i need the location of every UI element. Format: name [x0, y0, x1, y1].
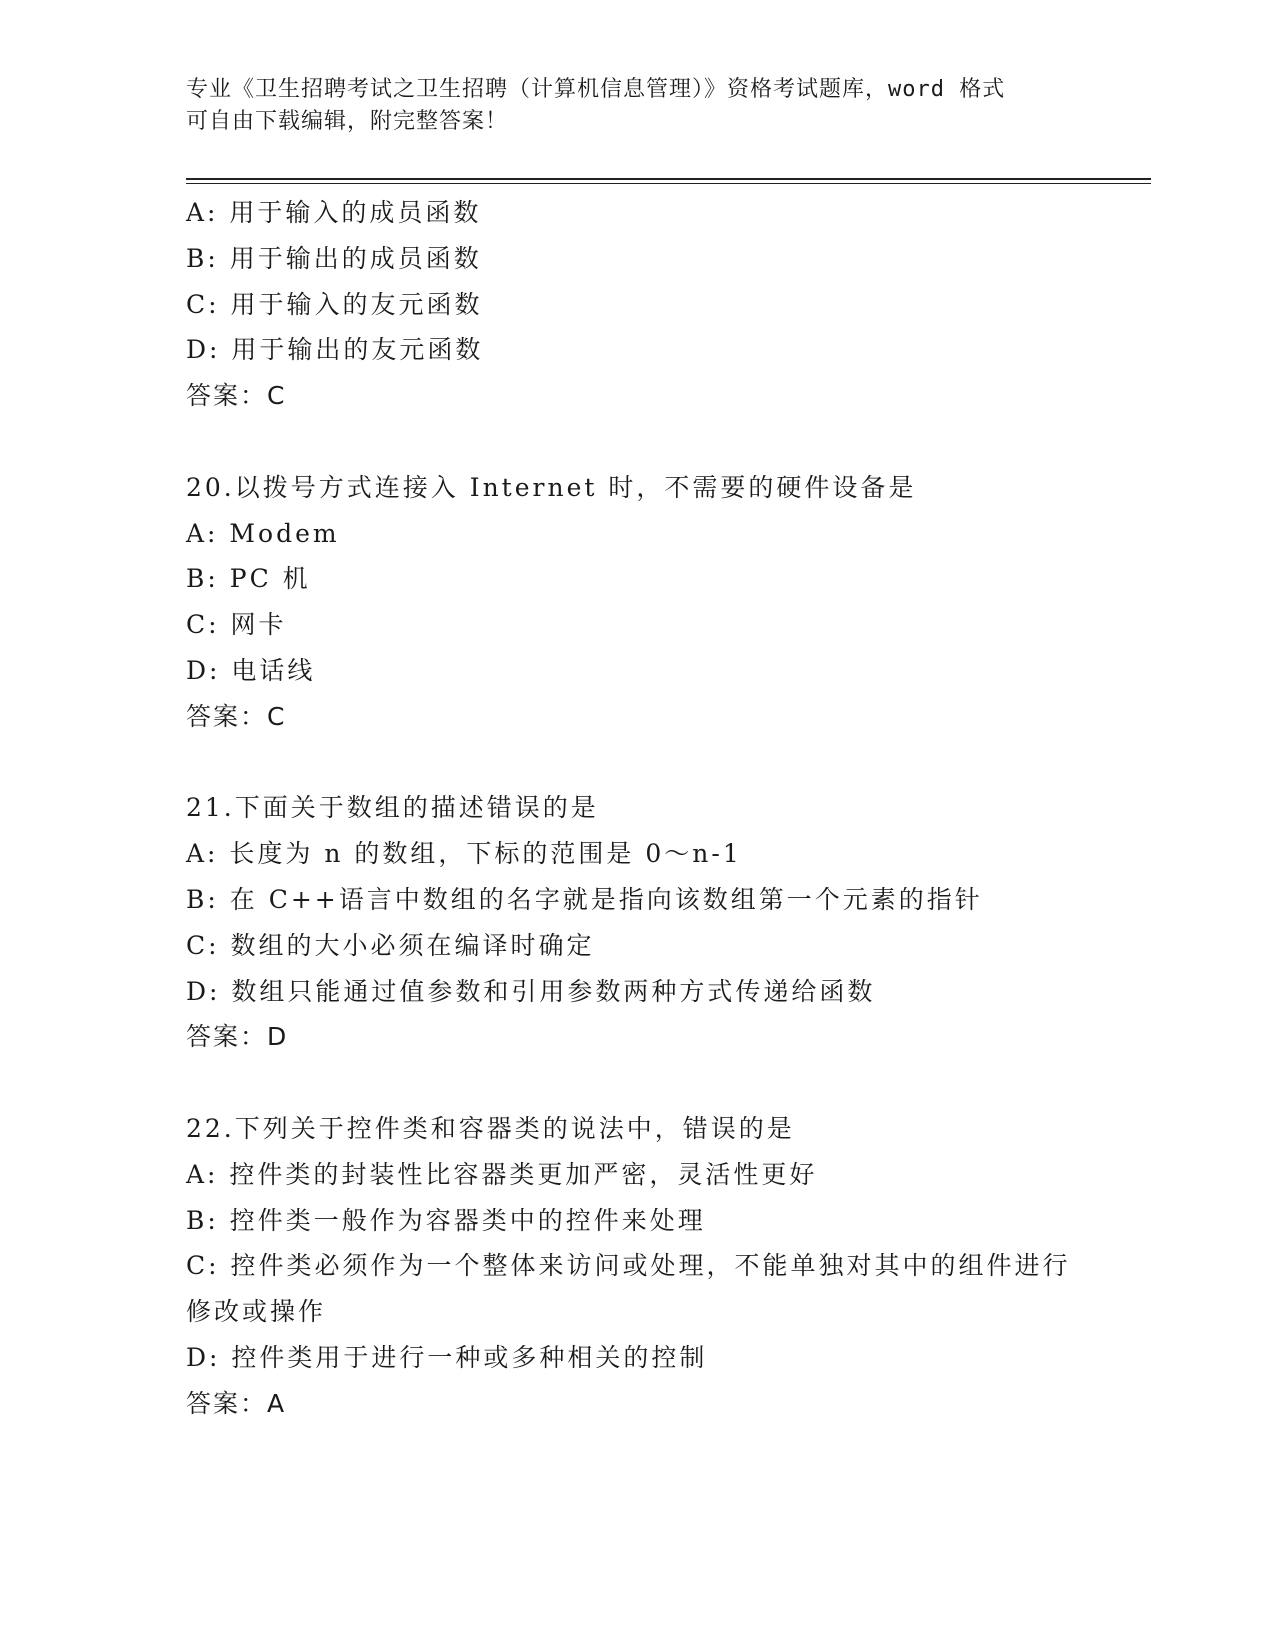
question-text: 21.下面关于数组的描述错误的是: [186, 793, 599, 823]
header-divider-thick: [186, 178, 1151, 180]
answer: 答案：D: [186, 1022, 289, 1052]
answer: 答案：A: [186, 1388, 287, 1418]
question-22: [186, 1106, 1086, 1427]
option-d: D: 数组只能通过值参数和引用参数两种方式传递给函数: [186, 976, 876, 1006]
document-header: [186, 74, 1086, 138]
option-d: D: 控件类用于进行一种或多种相关的控制: [186, 1342, 708, 1372]
option-c: C: 用于输入的友元函数: [186, 289, 483, 319]
option-c: C: 控件类必须作为一个整体来访问或处理，不能单独对其中的组件进行修改或操作: [186, 1251, 1071, 1327]
answer: 答案：C: [186, 701, 287, 731]
option-d: D: 电话线: [186, 655, 316, 685]
option-b: B: 控件类一般作为容器类中的控件来处理: [186, 1205, 706, 1235]
spacer: [186, 419, 1086, 465]
option-b: B: 用于输出的成员函数: [186, 243, 482, 273]
option-b: B: PC 机: [186, 564, 311, 594]
question-text: 20.以拨号方式连接入 Internet 时，不需要的硬件设备是: [186, 472, 917, 502]
question-19: [186, 190, 1086, 419]
option-a: A: 长度为 n 的数组，下标的范围是 0～n-1: [186, 839, 742, 869]
question-list: [186, 190, 1086, 1427]
question-text: 22.下列关于控件类和容器类的说法中，错误的是: [186, 1113, 795, 1143]
option-a: A: 用于输入的成员函数: [186, 198, 482, 227]
question-20: [186, 465, 1086, 740]
header-divider-thin: [186, 183, 1151, 184]
question-21: [186, 785, 1086, 1060]
option-c: C: 数组的大小必须在编译时确定: [186, 930, 595, 960]
option-c: C: 网卡: [186, 610, 287, 640]
spacer: [186, 740, 1086, 786]
spacer: [186, 1060, 1086, 1106]
header-line-1: 专业《卫生招聘考试之卫生招聘（计算机信息管理）》资格考试题库，word 格式: [186, 77, 1006, 102]
option-d: D: 用于输出的友元函数: [186, 335, 484, 365]
option-a: A: Modem: [186, 518, 340, 548]
answer: 答案：C: [186, 381, 287, 411]
option-b: B: 在 C++语言中数组的名字就是指向该数组第一个元素的指针: [186, 884, 983, 914]
option-a: A: 控件类的封装性比容器类更加严密，灵活性更好: [186, 1159, 818, 1189]
header-line-2: 可自由下载编辑，附完整答案！: [186, 109, 509, 134]
